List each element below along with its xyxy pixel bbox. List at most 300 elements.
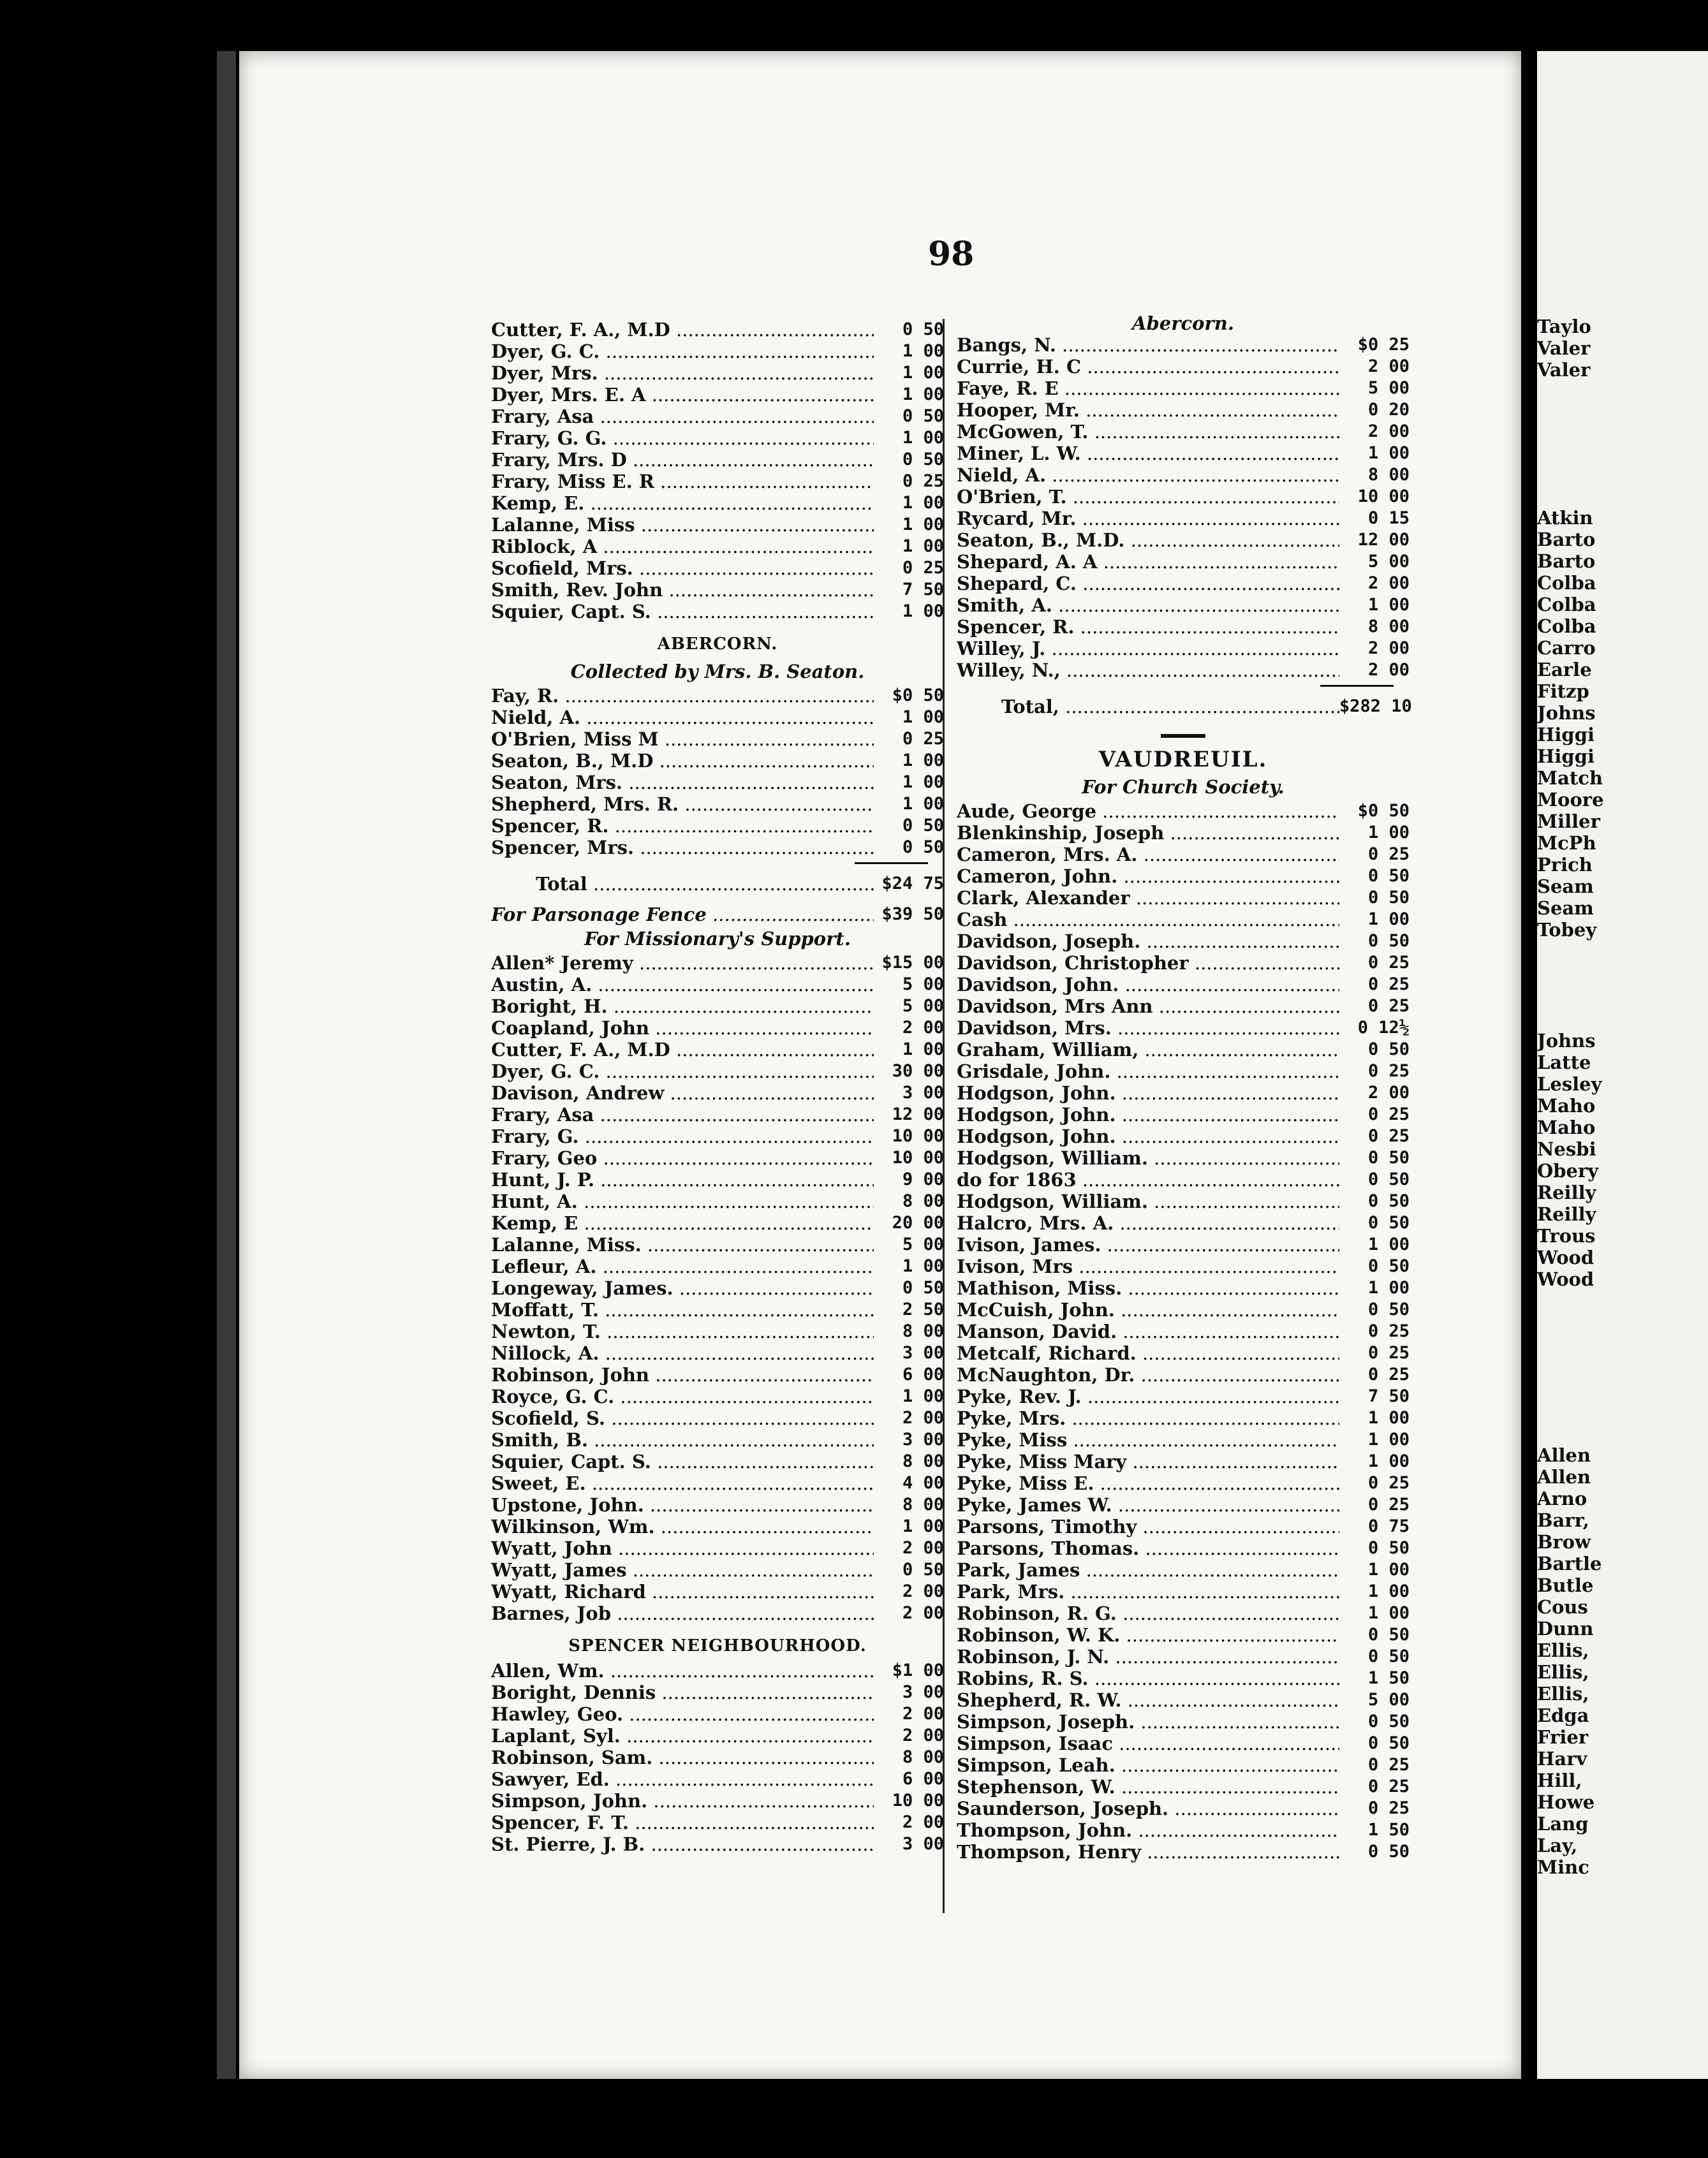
contributor-name: Dyer, G. C. ..... bbox=[491, 341, 874, 362]
list-item bbox=[491, 1682, 944, 1703]
fragment-text: Cous bbox=[1537, 1596, 1588, 1618]
contributor-name: Pyke, Miss Mary ..... bbox=[957, 1451, 1339, 1472]
contributor-name: Spencer, Mrs. ..... bbox=[491, 837, 874, 858]
list-item bbox=[491, 1256, 944, 1277]
list-item bbox=[957, 1559, 1410, 1581]
list-item bbox=[957, 1212, 1410, 1234]
contributor-name: Lalanne, Miss ..... bbox=[491, 514, 874, 536]
contributor-name: Seaton, Mrs. ..... bbox=[491, 772, 874, 793]
contribution-amount: 2 00 bbox=[1367, 1083, 1410, 1103]
list-item bbox=[957, 1472, 1410, 1494]
list-item bbox=[957, 421, 1410, 443]
contribution-amount: 1 00 bbox=[1367, 909, 1410, 929]
contribution-amount: 6 00 bbox=[902, 1365, 944, 1384]
fragment-text: Trous bbox=[1537, 1225, 1596, 1247]
vaudreuil-subheading: For Church Society. bbox=[1082, 776, 1285, 798]
contributor-name: Wyatt, John ..... bbox=[491, 1538, 874, 1559]
list-item bbox=[491, 1386, 944, 1407]
list-item bbox=[957, 638, 1410, 659]
contributor-name: Parsons, Thomas. ..... bbox=[957, 1538, 1339, 1559]
fragment-text: Johns bbox=[1537, 1030, 1596, 1052]
contributor-name: Wilkinson, Wm. ..... bbox=[491, 1516, 874, 1538]
contributor-name: Boright, Dennis ..... bbox=[491, 1682, 874, 1703]
contributor-name: Park, James ..... bbox=[957, 1559, 1339, 1581]
abercorn-subheading-right: Abercorn. bbox=[1132, 312, 1234, 334]
contribution-amount: 0 20 bbox=[1367, 400, 1410, 420]
fragment-text: Miller bbox=[1537, 811, 1600, 832]
list-item bbox=[957, 508, 1410, 529]
contribution-amount: 1 00 bbox=[1367, 1235, 1410, 1254]
fragment-text: Carro bbox=[1537, 637, 1596, 659]
fragment-group-2 bbox=[1537, 507, 1604, 941]
contributor-name: Hunt, J. P. ..... bbox=[491, 1169, 874, 1191]
contribution-amount: $0 25 bbox=[1357, 335, 1410, 355]
list-item bbox=[491, 1364, 944, 1386]
contributor-name: Metcalf, Richard. ..... bbox=[957, 1342, 1339, 1364]
list-item bbox=[491, 1812, 944, 1833]
list-item bbox=[491, 1169, 944, 1191]
parsonage-label: For Parsonage Fence ..... bbox=[491, 904, 874, 925]
contributor-name: Longeway, James. ..... bbox=[491, 1277, 874, 1299]
contribution-amount: 1 00 bbox=[902, 493, 944, 513]
parsonage-row bbox=[491, 904, 944, 925]
fragment-text: Maho bbox=[1537, 1117, 1596, 1138]
fragment-text: Higgi bbox=[1537, 724, 1594, 745]
contribution-amount: 5 00 bbox=[1367, 1690, 1410, 1710]
fragment-text: Earle bbox=[1537, 659, 1592, 680]
book-spine bbox=[217, 51, 236, 2079]
contributor-name: Shepard, A. A ..... bbox=[957, 551, 1339, 573]
list-1 bbox=[491, 319, 944, 622]
fragment-text: Match bbox=[1537, 767, 1603, 789]
contribution-amount: 0 25 bbox=[1367, 1777, 1410, 1796]
fragment-text: Colba bbox=[1537, 594, 1596, 615]
contributor-name: Cameron, Mrs. A. ..... bbox=[957, 844, 1339, 865]
list-item bbox=[957, 1603, 1410, 1624]
sum-rule-right bbox=[1320, 685, 1394, 687]
list-item bbox=[491, 427, 944, 449]
contribution-amount: 0 50 bbox=[1367, 931, 1410, 951]
list-item bbox=[957, 594, 1410, 616]
contribution-amount: 1 00 bbox=[1367, 1451, 1410, 1471]
fragment-text: Frier bbox=[1537, 1726, 1589, 1748]
fragment-text: Edga bbox=[1537, 1705, 1589, 1726]
contribution-amount: 1 00 bbox=[902, 707, 944, 727]
list-item bbox=[491, 536, 944, 557]
fragment-text: Barr, bbox=[1537, 1509, 1589, 1531]
contribution-amount: 8 00 bbox=[1367, 465, 1410, 485]
fragment-text: Latte bbox=[1537, 1052, 1591, 1073]
list-item bbox=[957, 1299, 1410, 1321]
contributor-name: St. Pierre, J. B. ..... bbox=[491, 1833, 874, 1855]
list-item bbox=[491, 362, 944, 384]
list-item bbox=[957, 1624, 1410, 1646]
contribution-amount: 0 50 bbox=[1367, 1625, 1410, 1645]
contribution-amount: 2 00 bbox=[902, 1408, 944, 1428]
contributor-name: Dyer, G. C. ..... bbox=[491, 1061, 874, 1082]
vaudreuil-list bbox=[957, 800, 1410, 1863]
contribution-amount: 7 50 bbox=[902, 580, 944, 599]
list-item bbox=[957, 1256, 1410, 1277]
list-item bbox=[491, 1768, 944, 1790]
contributor-name: Halcro, Mrs. A. ..... bbox=[957, 1212, 1339, 1234]
list-item bbox=[491, 728, 944, 750]
contributor-name: Frary, G. G. ..... bbox=[491, 427, 874, 449]
contribution-amount: 6 00 bbox=[902, 1769, 944, 1789]
contributor-name: Faye, R. E ..... bbox=[957, 378, 1339, 399]
contribution-amount: 0 50 bbox=[902, 837, 944, 857]
list-item bbox=[957, 1126, 1410, 1147]
contributor-name: Sweet, E. ..... bbox=[491, 1472, 874, 1494]
list-item bbox=[491, 995, 944, 1017]
contribution-amount: 7 50 bbox=[1367, 1386, 1410, 1406]
contribution-amount: 12 00 bbox=[1357, 530, 1410, 550]
contribution-amount: 10 00 bbox=[892, 1791, 944, 1810]
list-item bbox=[957, 1668, 1410, 1689]
contribution-amount: 1 00 bbox=[1367, 1278, 1410, 1298]
fragment-text: Colba bbox=[1537, 572, 1596, 594]
contributor-name: Willey, J. ..... bbox=[957, 638, 1339, 659]
contribution-amount: 0 50 bbox=[1367, 1647, 1410, 1666]
abercorn-list-right bbox=[957, 334, 1410, 681]
contribution-amount: $15 00 bbox=[881, 953, 944, 973]
contributor-name: Manson, David. ..... bbox=[957, 1321, 1339, 1342]
contributor-name: McNaughton, Dr. ..... bbox=[957, 1364, 1339, 1386]
fragment-text: Atkin bbox=[1537, 507, 1593, 529]
contribution-amount: 0 50 bbox=[902, 406, 944, 426]
list-item bbox=[957, 551, 1410, 573]
contributor-name: Hodgson, John. ..... bbox=[957, 1082, 1339, 1104]
list-item bbox=[491, 1277, 944, 1299]
contributor-name: Frary, Geo ..... bbox=[491, 1147, 874, 1169]
list-item bbox=[491, 449, 944, 471]
next-page-edge bbox=[1537, 51, 1708, 2079]
contributor-name: Shepherd, R. W. ..... bbox=[957, 1689, 1339, 1711]
contribution-amount: 0 25 bbox=[1367, 1495, 1410, 1515]
contributor-name: do for 1863 ..... bbox=[957, 1169, 1339, 1191]
contributor-name: Pyke, Mrs. ..... bbox=[957, 1407, 1339, 1429]
contribution-amount: 0 75 bbox=[1367, 1516, 1410, 1536]
sum-rule bbox=[855, 862, 928, 864]
fragment-text: Maho bbox=[1537, 1095, 1596, 1117]
fragment-text: Valer bbox=[1537, 359, 1591, 381]
contribution-amount: 4 00 bbox=[902, 1473, 944, 1493]
contributor-name: Aude, George ..... bbox=[957, 800, 1339, 822]
contribution-amount: 30 00 bbox=[892, 1061, 944, 1081]
list-item bbox=[957, 1754, 1410, 1776]
contributor-name: Royce, G. C. ..... bbox=[491, 1386, 874, 1407]
spencer-list bbox=[491, 1660, 944, 1855]
contribution-amount: 2 00 bbox=[902, 1582, 944, 1601]
list-item bbox=[491, 1147, 944, 1169]
contributor-name: Boright, H. ..... bbox=[491, 995, 874, 1017]
contribution-amount: 3 00 bbox=[902, 1083, 944, 1103]
parsonage-amount: $39 50 bbox=[881, 904, 944, 924]
list-item bbox=[491, 1212, 944, 1234]
total-amount: $282 10 bbox=[1339, 696, 1412, 716]
contribution-amount: 1 00 bbox=[1367, 443, 1410, 463]
contributor-name: Mathison, Miss. ..... bbox=[957, 1277, 1339, 1299]
fragment-text: Minc bbox=[1537, 1856, 1589, 1878]
contribution-amount: 8 00 bbox=[902, 1321, 944, 1341]
list-item bbox=[957, 1169, 1410, 1191]
contributor-name: Davidson, Christopher ..... bbox=[957, 952, 1339, 974]
list-item bbox=[957, 1581, 1410, 1603]
list-item bbox=[491, 1494, 944, 1516]
fragment-text: Wood bbox=[1537, 1268, 1594, 1290]
contribution-amount: 2 00 bbox=[1367, 422, 1410, 441]
contribution-amount: 0 50 bbox=[1367, 1039, 1410, 1059]
contributor-name: Pyke, James W. ..... bbox=[957, 1494, 1339, 1516]
contributor-name: Nield, A. ..... bbox=[491, 707, 874, 728]
list-item bbox=[491, 1451, 944, 1472]
contribution-amount: 0 25 bbox=[1367, 953, 1410, 973]
contributor-name: Seaton, B., M.D ..... bbox=[491, 750, 874, 772]
contributor-name: Bangs, N. ..... bbox=[957, 334, 1339, 356]
contribution-amount: 0 50 bbox=[1367, 1256, 1410, 1276]
contribution-amount: 0 12½ bbox=[1357, 1018, 1410, 1038]
contribution-amount: 0 50 bbox=[902, 319, 944, 339]
contributor-name: Ivison, Mrs ..... bbox=[957, 1256, 1339, 1277]
list-item bbox=[491, 1725, 944, 1747]
contributor-name: Thompson, Henry ..... bbox=[957, 1841, 1339, 1863]
contribution-amount: 0 50 bbox=[1367, 1733, 1410, 1753]
missionary-list bbox=[491, 952, 944, 1624]
list-item bbox=[491, 1538, 944, 1559]
contributor-name: Davidson, Mrs. ..... bbox=[957, 1017, 1339, 1039]
contribution-amount: 1 00 bbox=[902, 363, 944, 383]
fragment-text: Barto bbox=[1537, 550, 1596, 572]
contribution-amount: 0 25 bbox=[1367, 844, 1410, 864]
fragment-text: Tobey bbox=[1537, 919, 1597, 941]
contribution-amount: 0 50 bbox=[902, 816, 944, 835]
contribution-amount: 2 00 bbox=[1367, 573, 1410, 593]
list-item bbox=[491, 579, 944, 601]
contributor-name: Parsons, Timothy ..... bbox=[957, 1516, 1339, 1538]
list-item bbox=[491, 837, 944, 858]
list-item bbox=[491, 1581, 944, 1603]
contribution-amount: 2 50 bbox=[902, 1300, 944, 1319]
contributor-name: Robins, R. S. ..... bbox=[957, 1668, 1339, 1689]
list-item bbox=[957, 1819, 1410, 1841]
list-item bbox=[491, 384, 944, 406]
contributor-name: Pyke, Rev. J. ..... bbox=[957, 1386, 1339, 1407]
contribution-amount: $1 00 bbox=[892, 1661, 944, 1680]
list-item bbox=[491, 1790, 944, 1812]
fragment-text: Valer bbox=[1537, 337, 1591, 359]
list-item bbox=[957, 1841, 1410, 1863]
list-item bbox=[491, 1061, 944, 1082]
list-item bbox=[957, 1646, 1410, 1668]
list-item bbox=[957, 952, 1410, 974]
list-item bbox=[957, 1342, 1410, 1364]
contributor-name: Dyer, Mrs. ..... bbox=[491, 362, 874, 384]
contributor-name: Seaton, B., M.D. ..... bbox=[957, 529, 1339, 551]
contribution-amount: 0 25 bbox=[902, 558, 944, 578]
list-item bbox=[491, 1039, 944, 1061]
contribution-amount: 0 25 bbox=[1367, 1321, 1410, 1341]
contributor-name: Nillock, A. ..... bbox=[491, 1342, 874, 1364]
contribution-amount: 1 00 bbox=[902, 385, 944, 404]
contribution-amount: 10 00 bbox=[892, 1148, 944, 1168]
contribution-amount: $0 50 bbox=[892, 686, 944, 705]
contribution-amount: 0 50 bbox=[1367, 1170, 1410, 1189]
contributor-name: Saunderson, Joseph. ..... bbox=[957, 1798, 1339, 1819]
contributor-name: Kemp, E. ..... bbox=[491, 492, 874, 514]
contribution-amount: 0 50 bbox=[1367, 888, 1410, 907]
fragment-text: Obery bbox=[1537, 1160, 1599, 1182]
contributor-name: Spencer, R. ..... bbox=[957, 616, 1339, 638]
contribution-amount: 1 00 bbox=[902, 515, 944, 534]
contribution-amount: 2 00 bbox=[1367, 356, 1410, 376]
contribution-amount: 2 00 bbox=[902, 1726, 944, 1745]
contribution-amount: 0 25 bbox=[1367, 974, 1410, 994]
list-item bbox=[957, 1429, 1410, 1451]
contribution-amount: 0 50 bbox=[1367, 1191, 1410, 1211]
abercorn-total-row-right bbox=[957, 696, 1410, 717]
contributor-name: Graham, William, ..... bbox=[957, 1039, 1339, 1061]
contributor-name: Hodgson, John. ..... bbox=[957, 1104, 1339, 1126]
contribution-amount: 1 00 bbox=[1367, 823, 1410, 842]
contribution-amount: 0 50 bbox=[1367, 1213, 1410, 1233]
contribution-amount: 8 00 bbox=[902, 1451, 944, 1471]
list-item bbox=[957, 1277, 1410, 1299]
contribution-amount: 3 00 bbox=[902, 1430, 944, 1450]
contributor-name: Dyer, Mrs. E. A ..... bbox=[491, 384, 874, 406]
fragment-text: Higgi bbox=[1537, 745, 1594, 767]
list-item bbox=[491, 492, 944, 514]
contribution-amount: 0 25 bbox=[1367, 1755, 1410, 1775]
fragment-text: Lay, bbox=[1537, 1835, 1578, 1856]
abercorn-subheading: Collected by Mrs. B. Seaton. bbox=[570, 661, 865, 682]
contributor-name: Davidson, Joseph. ..... bbox=[957, 930, 1339, 952]
fragment-text: Wood bbox=[1537, 1247, 1594, 1268]
fragment-text: Butle bbox=[1537, 1574, 1594, 1596]
contributor-name: Robinson, W. K. ..... bbox=[957, 1624, 1339, 1646]
contribution-amount: 1 00 bbox=[1367, 1430, 1410, 1450]
contribution-amount: 1 50 bbox=[1367, 1820, 1410, 1840]
contribution-amount: 1 00 bbox=[902, 601, 944, 621]
contributor-name: O'Brien, T. ..... bbox=[957, 486, 1339, 508]
contributor-name: O'Brien, Miss M ..... bbox=[491, 728, 874, 750]
contribution-amount: 9 00 bbox=[902, 1170, 944, 1189]
contribution-amount: 1 00 bbox=[1367, 1560, 1410, 1580]
list-item bbox=[491, 1342, 944, 1364]
list-item bbox=[957, 1082, 1410, 1104]
contributor-name: Allen* Jeremy ..... bbox=[491, 952, 874, 974]
contributor-name: Cutter, F. A., M.D ..... bbox=[491, 1039, 874, 1061]
contribution-amount: 0 25 bbox=[1367, 1061, 1410, 1081]
fragment-group-1 bbox=[1537, 316, 1591, 381]
contribution-amount: 0 50 bbox=[902, 450, 944, 469]
contributor-name: Wyatt, James ..... bbox=[491, 1559, 874, 1581]
list-item bbox=[491, 1234, 944, 1256]
contribution-amount: 1 00 bbox=[902, 751, 944, 770]
list-item bbox=[957, 1451, 1410, 1472]
contribution-amount: 5 00 bbox=[1367, 378, 1410, 398]
contributor-name: Simpson, Joseph. ..... bbox=[957, 1711, 1339, 1733]
contributor-name: Nield, A. ..... bbox=[957, 464, 1339, 486]
contribution-amount: 1 00 bbox=[1367, 1408, 1410, 1428]
list-item bbox=[491, 1191, 944, 1212]
contribution-amount: 8 00 bbox=[902, 1747, 944, 1767]
list-item bbox=[957, 659, 1410, 681]
list-item bbox=[957, 1711, 1410, 1733]
contributor-name: Smith, A. ..... bbox=[957, 594, 1339, 616]
contributor-name: Hooper, Mr. ..... bbox=[957, 399, 1339, 421]
fragment-text: Prich bbox=[1537, 854, 1593, 876]
contribution-amount: 2 00 bbox=[902, 1018, 944, 1038]
contributor-name: Hodgson, William. ..... bbox=[957, 1147, 1339, 1169]
list-item bbox=[491, 815, 944, 837]
list-item bbox=[957, 1798, 1410, 1819]
list-item bbox=[957, 1234, 1410, 1256]
list-item bbox=[957, 974, 1410, 995]
list-item bbox=[957, 844, 1410, 865]
contributor-name: McCuish, John. ..... bbox=[957, 1299, 1339, 1321]
contribution-amount: 1 00 bbox=[902, 1516, 944, 1536]
list-item bbox=[491, 1407, 944, 1429]
list-item bbox=[957, 1538, 1410, 1559]
fragment-text: Colba bbox=[1537, 615, 1596, 637]
list-item bbox=[491, 772, 944, 793]
list-item bbox=[491, 1321, 944, 1342]
list-item bbox=[957, 616, 1410, 638]
list-item bbox=[491, 1703, 944, 1725]
contributor-name: Scofield, S. ..... bbox=[491, 1407, 874, 1429]
list-item bbox=[491, 1126, 944, 1147]
contributor-name: Hawley, Geo. ..... bbox=[491, 1703, 874, 1725]
contribution-amount: 0 25 bbox=[1367, 996, 1410, 1016]
contribution-amount: 5 00 bbox=[1367, 552, 1410, 571]
fragment-text: McPh bbox=[1537, 832, 1596, 854]
contribution-amount: 0 25 bbox=[1367, 1126, 1410, 1146]
list-item bbox=[491, 406, 944, 427]
contributor-name: Davidson, Mrs Ann ..... bbox=[957, 995, 1339, 1017]
contribution-amount: 0 15 bbox=[1367, 508, 1410, 528]
contributor-name: Shepherd, Mrs. R. ..... bbox=[491, 793, 874, 815]
list-item bbox=[957, 909, 1410, 930]
contribution-amount: 0 25 bbox=[1367, 1798, 1410, 1818]
fragment-text: Moore bbox=[1537, 789, 1604, 811]
contribution-amount: 3 00 bbox=[902, 1343, 944, 1363]
fragment-text: Allen bbox=[1537, 1466, 1591, 1488]
fragment-text: Seam bbox=[1537, 876, 1594, 897]
list-item bbox=[491, 601, 944, 622]
contributor-name: Park, Mrs. ..... bbox=[957, 1581, 1339, 1603]
list-item bbox=[491, 1017, 944, 1039]
contributor-name: Rycard, Mr. ..... bbox=[957, 508, 1339, 529]
contribution-amount: 8 00 bbox=[902, 1191, 944, 1211]
contributor-name: Grisdale, John. ..... bbox=[957, 1061, 1339, 1082]
contributor-name: Barnes, Job ..... bbox=[491, 1603, 874, 1624]
contributor-name: Wyatt, Richard ..... bbox=[491, 1581, 874, 1603]
contributor-name: Fay, R. ..... bbox=[491, 685, 874, 707]
list-item bbox=[957, 1191, 1410, 1212]
contribution-amount: 1 00 bbox=[902, 1039, 944, 1059]
fragment-group-3 bbox=[1537, 1030, 1602, 1290]
list-item bbox=[491, 1660, 944, 1682]
list-item bbox=[491, 1472, 944, 1494]
spencer-heading: SPENCER NEIGHBOURHOOD. bbox=[568, 1636, 867, 1655]
contributor-name: Scofield, Mrs. ..... bbox=[491, 557, 874, 579]
contribution-amount: 0 25 bbox=[902, 471, 944, 491]
contribution-amount: $0 50 bbox=[1357, 801, 1410, 821]
contributor-name: Upstone, John. ..... bbox=[491, 1494, 874, 1516]
list-item bbox=[491, 1747, 944, 1768]
fragment-text: Seam bbox=[1537, 897, 1594, 919]
contributor-name: Pyke, Miss E. ..... bbox=[957, 1472, 1339, 1494]
